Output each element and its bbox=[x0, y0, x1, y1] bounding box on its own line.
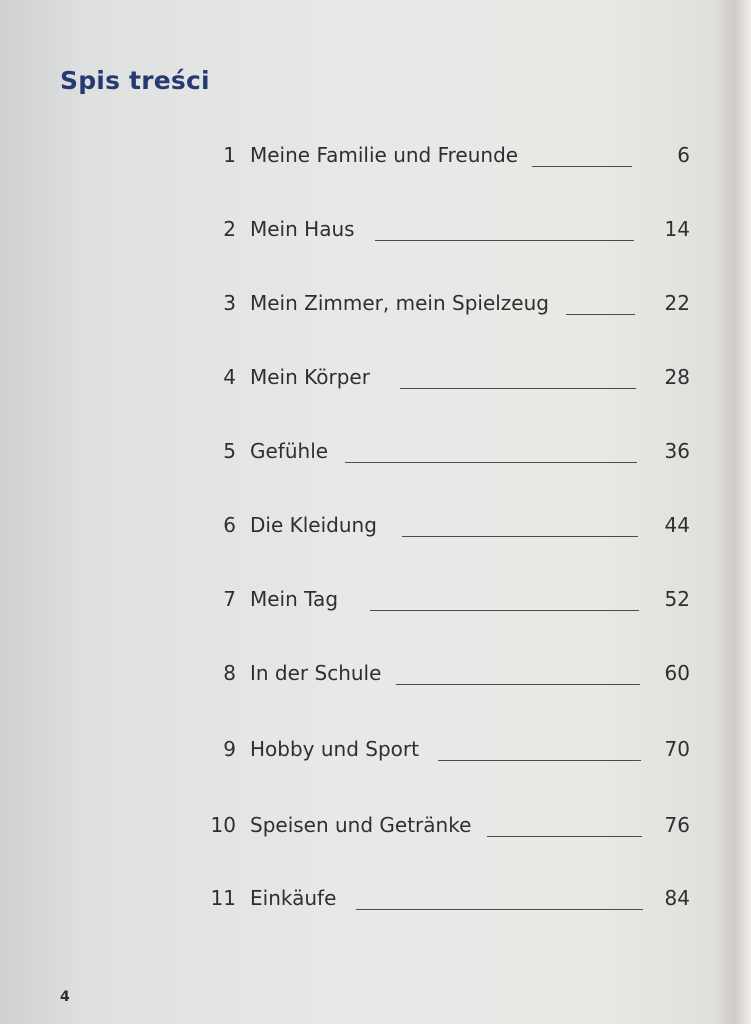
toc-entry-title: Die Kleidung bbox=[250, 513, 377, 537]
toc-entry-page-number: 70 bbox=[664, 737, 690, 761]
toc-entry-8 bbox=[200, 657, 690, 697]
toc-entry-number: 4 bbox=[223, 365, 236, 389]
page-title: Spis treści bbox=[60, 66, 210, 95]
footer-page-number: 4 bbox=[60, 989, 70, 1005]
toc-entry-number: 8 bbox=[223, 661, 236, 685]
toc-entry-number: 11 bbox=[210, 886, 236, 910]
toc-entry-2 bbox=[200, 213, 690, 253]
toc-entry-page-number: 14 bbox=[664, 217, 690, 241]
toc-entry-page-number: 84 bbox=[664, 886, 690, 910]
toc-entry-title: Hobby und Sport bbox=[250, 737, 419, 761]
toc-entry-7 bbox=[200, 583, 690, 623]
toc-entry-page-number: 36 bbox=[664, 439, 690, 463]
toc-entry-leader bbox=[400, 388, 636, 389]
toc-entry-page-number: 44 bbox=[664, 513, 690, 537]
toc-entry-title: In der Schule bbox=[250, 661, 382, 685]
toc-entry-page-number: 6 bbox=[677, 143, 690, 167]
toc-entry-title: Mein Zimmer, mein Spielzeug bbox=[250, 291, 549, 315]
toc-entry-title: Mein Tag bbox=[250, 587, 339, 611]
toc-entry-number: 2 bbox=[223, 217, 236, 241]
toc-entry-leader bbox=[532, 166, 632, 167]
toc-entry-5 bbox=[200, 435, 690, 475]
toc-entry-leader bbox=[356, 909, 643, 910]
toc-entry-leader bbox=[370, 610, 639, 611]
toc-entry-4 bbox=[200, 361, 690, 401]
toc-entry-number: 10 bbox=[210, 813, 236, 837]
toc-entry-6 bbox=[200, 509, 690, 549]
toc-entry-title: Mein Haus bbox=[250, 217, 355, 241]
toc-entry-title: Einkäufe bbox=[250, 886, 337, 910]
toc-entry-3 bbox=[200, 287, 690, 327]
toc-entry-1 bbox=[200, 139, 690, 179]
toc-entry-leader bbox=[402, 536, 638, 537]
toc-entry-number: 1 bbox=[223, 143, 236, 167]
toc-entry-10 bbox=[200, 809, 690, 849]
toc-entry-leader bbox=[375, 240, 634, 241]
toc-entry-number: 9 bbox=[223, 737, 236, 761]
toc-entry-number: 3 bbox=[223, 291, 236, 315]
toc-entry-number: 6 bbox=[223, 513, 236, 537]
toc-entry-leader bbox=[345, 462, 637, 463]
toc-entry-11 bbox=[200, 882, 690, 922]
toc-entry-page-number: 22 bbox=[664, 291, 690, 315]
toc-entry-number: 5 bbox=[223, 439, 236, 463]
toc-entry-9 bbox=[200, 733, 690, 773]
toc-entry-title: Mein Körper bbox=[250, 365, 370, 389]
toc-entry-title: Gefühle bbox=[250, 439, 329, 463]
toc-entry-title: Meine Familie und Freunde bbox=[250, 143, 519, 167]
toc-entry-leader bbox=[566, 314, 635, 315]
toc-entry-page-number: 60 bbox=[664, 661, 690, 685]
toc-entry-page-number: 76 bbox=[664, 813, 690, 837]
toc-entry-title: Speisen und Getränke bbox=[250, 813, 472, 837]
toc-entry-leader bbox=[438, 760, 641, 761]
toc-entry-page-number: 28 bbox=[664, 365, 690, 389]
toc-entry-leader bbox=[396, 684, 640, 685]
toc-entry-number: 7 bbox=[223, 587, 236, 611]
toc-entry-leader bbox=[487, 836, 642, 837]
toc-entry-page-number: 52 bbox=[664, 587, 690, 611]
